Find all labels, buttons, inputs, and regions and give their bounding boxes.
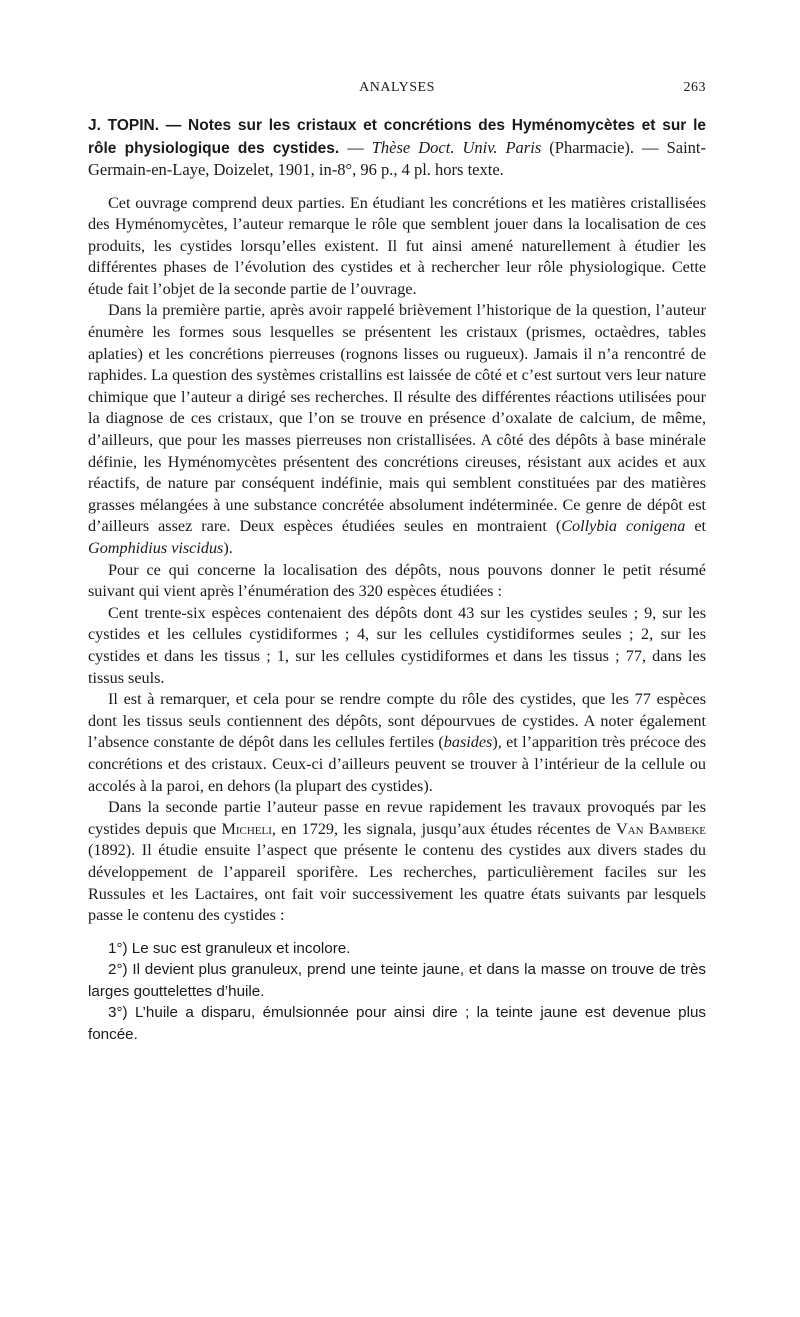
paragraph: Cent trente-six espèces contenaient des dépôts dont 43 sur les cystides seules ; 9, sur les cystides et les cellules cystidiformes ; 4, sur les cellules cystidiformes seules ; 2, sur les cystides et dans les tissus ; 1, sur les cellules cystidiformes et dans les tissus ; 77, dans les tissus seuls. [88,603,706,687]
species-name: Gomphidius viscidus [88,539,224,557]
review-body [88,193,706,1046]
term-basides: basides [443,733,493,752]
page-number: 263 [683,80,706,95]
species-name: Collybia conigena [561,517,686,536]
list-item: 1°) Le suc est granuleux et incolore. [108,939,351,957]
list-item: 3°) L’huile a disparu, émulsionnée pour ainsi dire ; la teinte jaune est devenue plus foncée. [88,1004,706,1044]
entry-publication: (Pharmacie). — Saint-Germain-en-Laye, Doizelet, 1901, in-8°, 96 p., 4 pl. hors texte. [88,137,706,179]
paragraph: Dans la seconde partie l’auteur passe en revue rapidement les travaux provoqués par les cystides depuis que Micheli, en 1729, les signala, jusqu’aux études récentes de Van Bambeke (1892). Il étudie ensuite l’aspect que présente le contenu des cystides aux divers stades du développement de l’appareil sporifère. Les recherches, particulièrement faciles sur les Russules et les Lactaires, ont fait voir successivement les quatre états suivants par lesquels passe le contenu des cystides : [88,798,706,925]
entry-dash: — [339,137,372,157]
author-name: Micheli [221,819,272,838]
paragraph: Cet ouvrage comprend deux parties. En étudiant les concrétions et les matières cristallisées des Hyménomycètes, l’auteur remarque le rôle que semblent jouer dans la localisation de ces produits, les cystides lorsqu’elles existent. Il fut ainsi amené naturellement à étudier les différentes phases de l’évolution des cystides et à rechercher leur rôle physiologique. Cette étude fait l’objet de la seconde partie de l’ouvrage. [88,193,706,298]
entry-author: J. TOPIN. [88,117,160,134]
paragraph: Pour ce qui concerne la localisation des dépôts, nous pouvons donner le petit résumé suivant qui vient après l’énumération des 320 espèces étudiées : [88,560,706,601]
running-head-title: ANALYSES [359,80,435,95]
author-name: Van Bambeke [615,819,706,838]
document-page [88,70,706,1046]
entry-title: Notes sur les cristaux et concrétions des Hyménomycètes et sur le rôle physiologique des cystides. [88,117,706,157]
paragraph: Dans la première partie, après avoir rappelé brièvement l’historique de la question, l’auteur énumère les formes sous lesquelles se présentent les cristaux (prismes, octaèdres, tables aplaties) et les concrétions pierreuses (rognons lisses ou rugueux). Jamais il n’a rencontré de raphides. La question des systèmes cristallins est laissée de côté et c’est surtout vers leur nature chimique que l’auteur a dirigé ses recherches. Il résulte des différentes réactions utilisées pour la diagnose de ces cristaux, que l’on se trouve en présence d’oxalate de calcium, de même, d’ailleurs, que pour les masses pierreuses non cristallisées. A côté des dépôts à base minérale définie, les Hyménomycètes présentent des concrétions cireuses, résistant aux acides et aux réactifs, de nature par conséquent indéfinie, mais qui semblent constituées par des matières grasses mélangées à une substance concrétée absolument indéterminée. Ce genre de dépôt est d’ailleurs assez rare. Deux espèces étudiées seules en montraient (Collybia conigena et Gomphidius viscidus). [88,301,706,557]
paragraph: Il est à remarquer, et cela pour se rendre compte du rôle des cystides, que les 77 espèces dont les tissus seuls contiennent des dépôts, sont dépourvues de cystides. A noter également l’absence constante de dépôt dans les cellules fertiles (basides), et l’apparition très précoce des concrétions et des cristaux. Ceux-ci d’ailleurs peuvent se trouver à l’intérieur de la cellule ou accolés à la paroi, en dehors (la plupart des cystides). [88,690,706,795]
entry-thesis: Thèse Doct. Univ. Paris [371,137,542,157]
entry-dash: — [159,117,189,134]
bibliographic-entry [88,114,706,181]
running-head [88,70,706,94]
list-item: 2°) Il devient plus granuleux, prend une teinte jaune, et dans la masse on trouve de très larges gouttelettes d’huile. [88,961,706,1000]
stages-list [88,938,706,1046]
